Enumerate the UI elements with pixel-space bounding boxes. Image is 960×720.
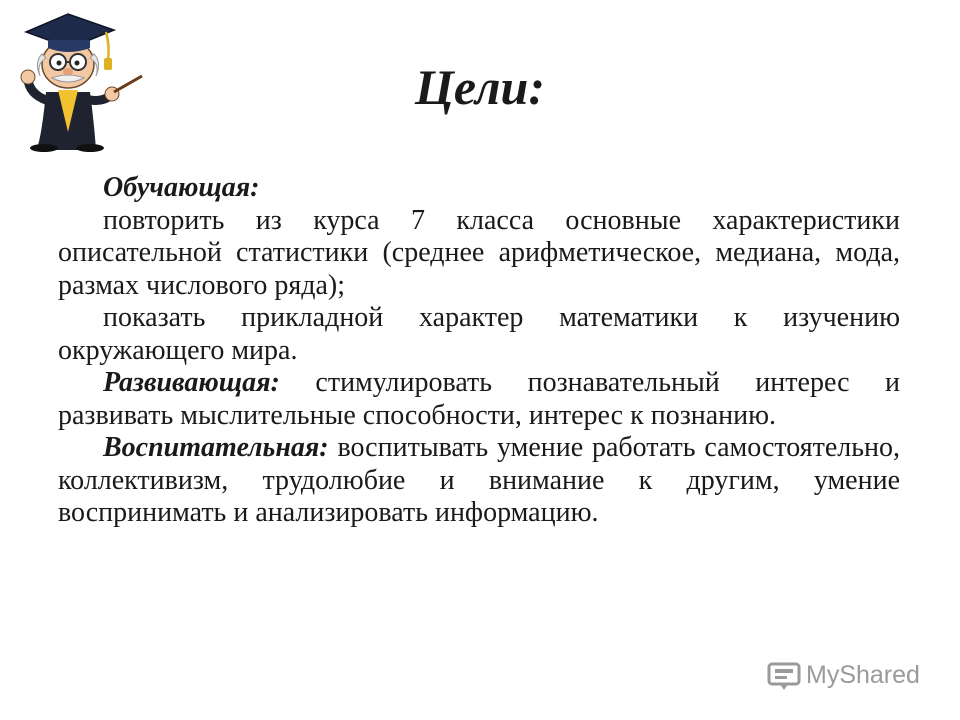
slide-title: Цели:	[415, 59, 545, 115]
teaching-label: Обучающая:	[103, 172, 260, 203]
developing-label: Развивающая:	[103, 367, 280, 398]
myshared-watermark	[766, 656, 920, 694]
educational-label: Воспитательная:	[103, 432, 329, 463]
educational-text: воспитывать умение работать самостоятельно, коллективизм, трудолюбие и внимание к другим, умение воспринимать и анализировать информацию.	[58, 432, 900, 528]
developing-text: стимулировать познавательный интерес и развивать мыслительные способности, интерес к познанию.	[58, 367, 900, 431]
teaching-item-1: повторить из курса 7 класса основные характеристики описательной статистики (среднее арифметическое, медиана, мода, размах числового ряда);	[58, 204, 900, 301]
developing-section	[58, 367, 900, 432]
teaching-item-2: показать прикладной характер математики к изучению окружающего мира.	[58, 302, 900, 366]
goals-body	[58, 172, 900, 530]
teaching-section	[58, 172, 900, 205]
educational-section	[58, 432, 900, 530]
watermark-brand: MyShared	[806, 660, 920, 689]
myshared-logo-icon	[766, 658, 802, 692]
